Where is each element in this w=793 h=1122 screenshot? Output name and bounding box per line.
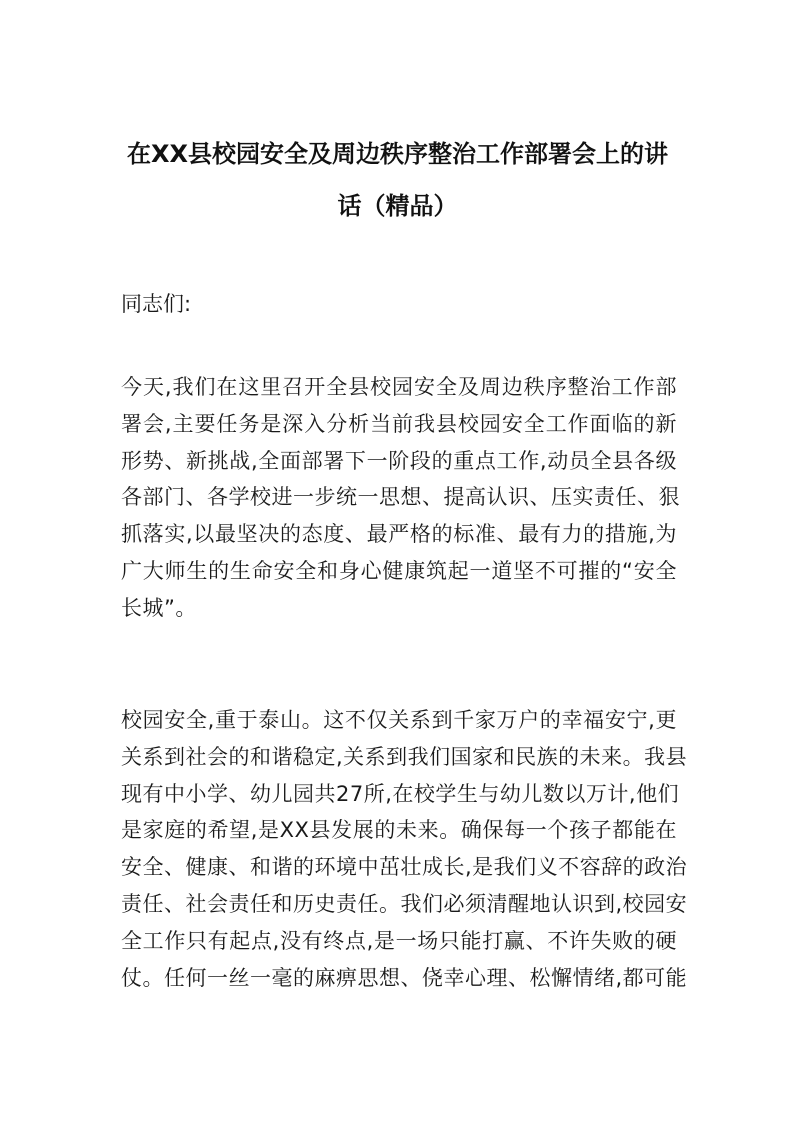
text-line: 署会,主要任务是深入分析当前我县校园安全工作面临的新 bbox=[121, 411, 677, 436]
title-line: 话（精品） bbox=[337, 192, 458, 220]
text-line: 校园安全,重于泰山。这不仅关系到千家万户的幸福安宁,更 bbox=[121, 708, 677, 732]
salutation: 同志们: bbox=[121, 292, 192, 316]
text-line: 安全、健康、和谐的环境中茁壮成长,是我们义不容辞的政治 bbox=[121, 855, 688, 880]
text-line: 责任、社会责任和历史责任。我们必须清醒地认识到,校园安 bbox=[121, 891, 688, 916]
text-line: 仗。任何一丝一毫的麻痹思想、侥幸心理、松懈情绪,都可能 bbox=[121, 965, 688, 990]
text-line: 全工作只有起点,没有终点,是一场只能打赢、不许失败的硬 bbox=[121, 928, 677, 953]
paragraph bbox=[121, 702, 688, 996]
text-line: 关系到社会的和谐稳定,关系到我们国家和民族的未来。我县 bbox=[121, 744, 688, 769]
document-title bbox=[120, 128, 675, 232]
text-line: 现有中小学、幼儿园共27所,在校学生与幼儿数以万计,他们 bbox=[121, 781, 680, 806]
title-line: 在XX县校园安全及周边秩序整治工作部署会上的讲 bbox=[126, 140, 668, 168]
text-line: 长城”。 bbox=[121, 595, 197, 620]
text-line: 今天,我们在这里召开全县校园安全及周边秩序整治工作部 bbox=[121, 375, 677, 399]
text-line: 各部门、各学校进一步统一思想、提高认识、压实责任、狠 bbox=[121, 485, 680, 510]
text-line: 抓落实,以最坚决的态度、最严格的标准、最有力的措施,为 bbox=[121, 522, 677, 547]
text-line: 形势、新挑战,全面部署下一阶段的重点工作,动员全县各级 bbox=[121, 448, 677, 473]
text-line: 是家庭的希望,是XX县发展的未来。确保每一个孩子都能在 bbox=[121, 818, 677, 843]
paragraph bbox=[121, 369, 680, 627]
text-line: 广大师生的生命安全和身心健康筑起一道坚不可摧的“安全 bbox=[121, 558, 677, 583]
